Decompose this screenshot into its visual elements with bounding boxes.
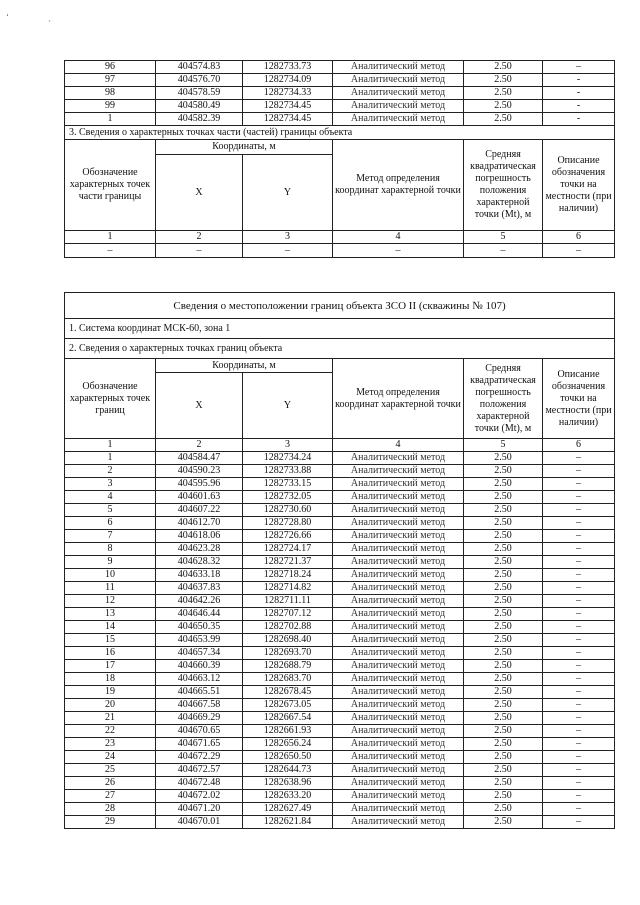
table-row [65, 543, 615, 556]
table-row [65, 647, 615, 660]
empty-cell: – [156, 244, 243, 258]
coord-y: 1282688.79 [243, 660, 333, 673]
point-id: 1 [65, 452, 156, 465]
coord-y: 1282656.24 [243, 738, 333, 751]
coord-x: 404642.26 [156, 595, 243, 608]
coord-x: 404612.70 [156, 517, 243, 530]
point-id: 14 [65, 621, 156, 634]
coord-y: 1282627.49 [243, 803, 333, 816]
method: Аналитический метод [333, 100, 464, 113]
col-num: 5 [464, 231, 543, 244]
header-y: Y [243, 373, 333, 439]
coord-x: 404653.99 [156, 634, 243, 647]
coord-y: 1282683.70 [243, 673, 333, 686]
method: Аналитический метод [333, 517, 464, 530]
point-id: 29 [65, 816, 156, 829]
header-point-label: Обозначение характерных точек границ [65, 359, 156, 439]
method: Аналитический метод [333, 608, 464, 621]
method: Аналитический метод [333, 699, 464, 712]
table-row [65, 608, 615, 621]
coord-y: 1282734.09 [243, 74, 333, 87]
header-coords: Координаты, м [156, 140, 333, 155]
description: - [543, 87, 615, 100]
table-row [65, 738, 615, 751]
col-num: 2 [156, 439, 243, 452]
point-id: 21 [65, 712, 156, 725]
description: – [543, 660, 615, 673]
method: Аналитический метод [333, 712, 464, 725]
coord-y: 1282726.66 [243, 530, 333, 543]
coord-y: 1282724.17 [243, 543, 333, 556]
table-row [65, 530, 615, 543]
header-description: Описание обозначения точки на местности (при наличии) [543, 359, 615, 439]
coord-x: 404623.28 [156, 543, 243, 556]
accuracy: 2.50 [464, 491, 543, 504]
description: – [543, 686, 615, 699]
description: – [543, 777, 615, 790]
description: – [543, 452, 615, 465]
coord-x: 404646.44 [156, 608, 243, 621]
header-accuracy: Средняя квадратическая погрешность положения характерной точки (Mt), м [464, 359, 543, 439]
accuracy: 2.50 [464, 686, 543, 699]
description: – [543, 569, 615, 582]
table-row [65, 452, 615, 465]
coord-x: 404670.65 [156, 725, 243, 738]
description: – [543, 530, 615, 543]
coord-y: 1282678.45 [243, 686, 333, 699]
coord-x: 404601.63 [156, 491, 243, 504]
coord-y: 1282644.73 [243, 764, 333, 777]
coord-y: 1282650.50 [243, 751, 333, 764]
description: – [543, 673, 615, 686]
coord-y: 1282718.24 [243, 569, 333, 582]
method: Аналитический метод [333, 452, 464, 465]
point-id: 19 [65, 686, 156, 699]
empty-cell: – [65, 244, 156, 258]
accuracy: 2.50 [464, 504, 543, 517]
empty-cell: – [333, 244, 464, 258]
description: – [543, 595, 615, 608]
description: – [543, 803, 615, 816]
description: – [543, 491, 615, 504]
coord-x: 404637.83 [156, 582, 243, 595]
description: – [543, 478, 615, 491]
table-row [65, 491, 615, 504]
col-num: 6 [543, 231, 615, 244]
accuracy: 2.50 [464, 595, 543, 608]
point-id: 9 [65, 556, 156, 569]
accuracy: 2.50 [464, 790, 543, 803]
table-row [65, 673, 615, 686]
coord-y: 1282734.24 [243, 452, 333, 465]
coord-x: 404660.39 [156, 660, 243, 673]
point-id: 6 [65, 517, 156, 530]
coord-x: 404671.20 [156, 803, 243, 816]
accuracy: 2.50 [464, 530, 543, 543]
description: – [543, 517, 615, 530]
coord-y: 1282707.12 [243, 608, 333, 621]
description: – [543, 738, 615, 751]
table-row [65, 660, 615, 673]
description: – [543, 556, 615, 569]
accuracy: 2.50 [464, 87, 543, 100]
method: Аналитический метод [333, 686, 464, 699]
accuracy: 2.50 [464, 803, 543, 816]
point-id: 1 [65, 113, 156, 126]
accuracy: 2.50 [464, 764, 543, 777]
method: Аналитический метод [333, 478, 464, 491]
empty-cell: – [243, 244, 333, 258]
coord-x: 404672.02 [156, 790, 243, 803]
col-num: 4 [333, 439, 464, 452]
point-id: 25 [65, 764, 156, 777]
method: Аналитический метод [333, 556, 464, 569]
table-row [65, 556, 615, 569]
coord-x: 404665.51 [156, 686, 243, 699]
description: – [543, 634, 615, 647]
section3-title: 3. Сведения о характерных точках части (частей) границы объекта [65, 126, 615, 140]
table-row [65, 777, 615, 790]
coord-y: 1282698.40 [243, 634, 333, 647]
coord-x: 404663.12 [156, 673, 243, 686]
accuracy: 2.50 [464, 712, 543, 725]
coord-x: 404672.48 [156, 777, 243, 790]
method: Аналитический метод [333, 634, 464, 647]
table-row [65, 100, 615, 113]
coord-x: 404578.59 [156, 87, 243, 100]
coord-x: 404671.65 [156, 738, 243, 751]
point-id: 11 [65, 582, 156, 595]
coord-y: 1282661.93 [243, 725, 333, 738]
method: Аналитический метод [333, 491, 464, 504]
description: – [543, 647, 615, 660]
table-row [65, 87, 615, 100]
table-row [65, 465, 615, 478]
table-row [65, 751, 615, 764]
point-id: 16 [65, 647, 156, 660]
accuracy: 2.50 [464, 465, 543, 478]
coord-y: 1282693.70 [243, 647, 333, 660]
coord-y: 1282733.15 [243, 478, 333, 491]
table-row [65, 595, 615, 608]
accuracy: 2.50 [464, 61, 543, 74]
coord-x: 404650.35 [156, 621, 243, 634]
scan-mark: ‘ [6, 12, 9, 22]
description: – [543, 582, 615, 595]
accuracy: 2.50 [464, 751, 543, 764]
table-row [65, 816, 615, 829]
point-id: 98 [65, 87, 156, 100]
table-row [65, 725, 615, 738]
table-row [65, 790, 615, 803]
coord-x: 404574.83 [156, 61, 243, 74]
table-row [65, 504, 615, 517]
method: Аналитический метод [333, 582, 464, 595]
accuracy: 2.50 [464, 725, 543, 738]
point-id: 96 [65, 61, 156, 74]
description: – [543, 543, 615, 556]
method: Аналитический метод [333, 816, 464, 829]
table-row [65, 61, 615, 74]
coord-y: 1282633.20 [243, 790, 333, 803]
coord-y: 1282734.33 [243, 87, 333, 100]
coord-y: 1282721.37 [243, 556, 333, 569]
point-id: 10 [65, 569, 156, 582]
description: – [543, 764, 615, 777]
table-row [65, 699, 615, 712]
method: Аналитический метод [333, 777, 464, 790]
description: - [543, 74, 615, 87]
description: – [543, 504, 615, 517]
zso-title: Сведения о местоположении границ объекта ЗСО II (скважины № 107) [65, 293, 615, 319]
coord-y: 1282734.45 [243, 100, 333, 113]
method: Аналитический метод [333, 621, 464, 634]
coord-y: 1282621.84 [243, 816, 333, 829]
coord-y: 1282638.96 [243, 777, 333, 790]
coord-x: 404582.39 [156, 113, 243, 126]
table-row [65, 621, 615, 634]
col-num: 3 [243, 231, 333, 244]
table-row [65, 517, 615, 530]
method: Аналитический метод [333, 465, 464, 478]
coord-x: 404672.57 [156, 764, 243, 777]
table-row [65, 803, 615, 816]
coord-x: 404590.23 [156, 465, 243, 478]
accuracy: 2.50 [464, 699, 543, 712]
point-id: 27 [65, 790, 156, 803]
coord-y: 1282732.05 [243, 491, 333, 504]
description: – [543, 699, 615, 712]
method: Аналитический метод [333, 673, 464, 686]
method: Аналитический метод [333, 543, 464, 556]
point-id: 20 [65, 699, 156, 712]
table-row [65, 764, 615, 777]
method: Аналитический метод [333, 790, 464, 803]
table-row [65, 478, 615, 491]
point-id: 17 [65, 660, 156, 673]
point-id: 2 [65, 465, 156, 478]
accuracy: 2.50 [464, 660, 543, 673]
col-num: 1 [65, 439, 156, 452]
point-id: 97 [65, 74, 156, 87]
point-id: 24 [65, 751, 156, 764]
method: Аналитический метод [333, 595, 464, 608]
accuracy: 2.50 [464, 517, 543, 530]
header-point-label: Обозначение характерных точек части границы [65, 140, 156, 231]
table-row [65, 74, 615, 87]
point-id: 4 [65, 491, 156, 504]
accuracy: 2.50 [464, 647, 543, 660]
method: Аналитический метод [333, 751, 464, 764]
col-num: 1 [65, 231, 156, 244]
method: Аналитический метод [333, 87, 464, 100]
accuracy: 2.50 [464, 673, 543, 686]
coord-x: 404657.34 [156, 647, 243, 660]
coord-x: 404633.18 [156, 569, 243, 582]
coord-y: 1282730.60 [243, 504, 333, 517]
coord-y: 1282728.80 [243, 517, 333, 530]
coord-y: 1282667.54 [243, 712, 333, 725]
accuracy: 2.50 [464, 738, 543, 751]
point-id: 26 [65, 777, 156, 790]
method: Аналитический метод [333, 738, 464, 751]
coord-y: 1282733.73 [243, 61, 333, 74]
header-method: Метод определения координат характерной точки [333, 140, 464, 231]
empty-cell: – [543, 244, 615, 258]
coord-x: 404580.49 [156, 100, 243, 113]
points-table-continuation [64, 60, 615, 258]
point-id: 3 [65, 478, 156, 491]
coord-x: 404576.70 [156, 74, 243, 87]
coord-y: 1282714.82 [243, 582, 333, 595]
table-row [65, 712, 615, 725]
coord-x: 404584.47 [156, 452, 243, 465]
accuracy: 2.50 [464, 478, 543, 491]
accuracy: 2.50 [464, 582, 543, 595]
point-id: 12 [65, 595, 156, 608]
col-num: 5 [464, 439, 543, 452]
method: Аналитический метод [333, 113, 464, 126]
header-description: Описание обозначения точки на местности (при наличии) [543, 140, 615, 231]
coord-y: 1282734.45 [243, 113, 333, 126]
point-id: 7 [65, 530, 156, 543]
accuracy: 2.50 [464, 634, 543, 647]
table-row [65, 582, 615, 595]
col-num: 3 [243, 439, 333, 452]
coord-y: 1282702.88 [243, 621, 333, 634]
description: – [543, 725, 615, 738]
coordinate-system: 1. Система координат МСК-60, зона 1 [65, 319, 615, 339]
method: Аналитический метод [333, 647, 464, 660]
point-id: 23 [65, 738, 156, 751]
description: – [543, 608, 615, 621]
accuracy: 2.50 [464, 113, 543, 126]
accuracy: 2.50 [464, 543, 543, 556]
accuracy: 2.50 [464, 816, 543, 829]
description: – [543, 790, 615, 803]
header-x: X [156, 373, 243, 439]
description: - [543, 113, 615, 126]
point-id: 5 [65, 504, 156, 517]
zso-boundary-table [64, 292, 615, 829]
scan-mark: ˏ [48, 12, 51, 22]
description: – [543, 465, 615, 478]
accuracy: 2.50 [464, 452, 543, 465]
header-y: Y [243, 155, 333, 231]
description: – [543, 712, 615, 725]
method: Аналитический метод [333, 764, 464, 777]
coord-x: 404670.01 [156, 816, 243, 829]
coord-y: 1282711.11 [243, 595, 333, 608]
coord-x: 404672.29 [156, 751, 243, 764]
accuracy: 2.50 [464, 556, 543, 569]
method: Аналитический метод [333, 530, 464, 543]
table-row [65, 686, 615, 699]
coord-x: 404628.32 [156, 556, 243, 569]
table-row [65, 634, 615, 647]
point-id: 28 [65, 803, 156, 816]
header-x: X [156, 155, 243, 231]
description: – [543, 751, 615, 764]
description: - [543, 100, 615, 113]
table-row [65, 569, 615, 582]
coord-y: 1282733.88 [243, 465, 333, 478]
description: – [543, 61, 615, 74]
method: Аналитический метод [333, 569, 464, 582]
point-id: 99 [65, 100, 156, 113]
method: Аналитический метод [333, 504, 464, 517]
point-id: 15 [65, 634, 156, 647]
method: Аналитический метод [333, 74, 464, 87]
coord-x: 404669.29 [156, 712, 243, 725]
empty-cell: – [464, 244, 543, 258]
coord-y: 1282673.05 [243, 699, 333, 712]
col-num: 2 [156, 231, 243, 244]
coord-x: 404595.96 [156, 478, 243, 491]
description: – [543, 621, 615, 634]
method: Аналитический метод [333, 803, 464, 816]
header-coords: Координаты, м [156, 359, 333, 373]
accuracy: 2.50 [464, 777, 543, 790]
accuracy: 2.50 [464, 608, 543, 621]
coord-x: 404607.22 [156, 504, 243, 517]
accuracy: 2.50 [464, 621, 543, 634]
table-row [65, 113, 615, 126]
accuracy: 2.50 [464, 100, 543, 113]
point-id: 18 [65, 673, 156, 686]
coord-x: 404667.58 [156, 699, 243, 712]
point-id: 13 [65, 608, 156, 621]
coord-x: 404618.06 [156, 530, 243, 543]
col-num: 6 [543, 439, 615, 452]
header-method: Метод определения координат характерной точки [333, 359, 464, 439]
method: Аналитический метод [333, 61, 464, 74]
point-id: 22 [65, 725, 156, 738]
method: Аналитический метод [333, 660, 464, 673]
header-accuracy: Средняя квадратическая погрешность положения характерной точки (Mt), м [464, 140, 543, 231]
accuracy: 2.50 [464, 569, 543, 582]
method: Аналитический метод [333, 725, 464, 738]
point-id: 8 [65, 543, 156, 556]
section2-title: 2. Сведения о характерных точках границ объекта [65, 339, 615, 359]
accuracy: 2.50 [464, 74, 543, 87]
col-num: 4 [333, 231, 464, 244]
description: – [543, 816, 615, 829]
